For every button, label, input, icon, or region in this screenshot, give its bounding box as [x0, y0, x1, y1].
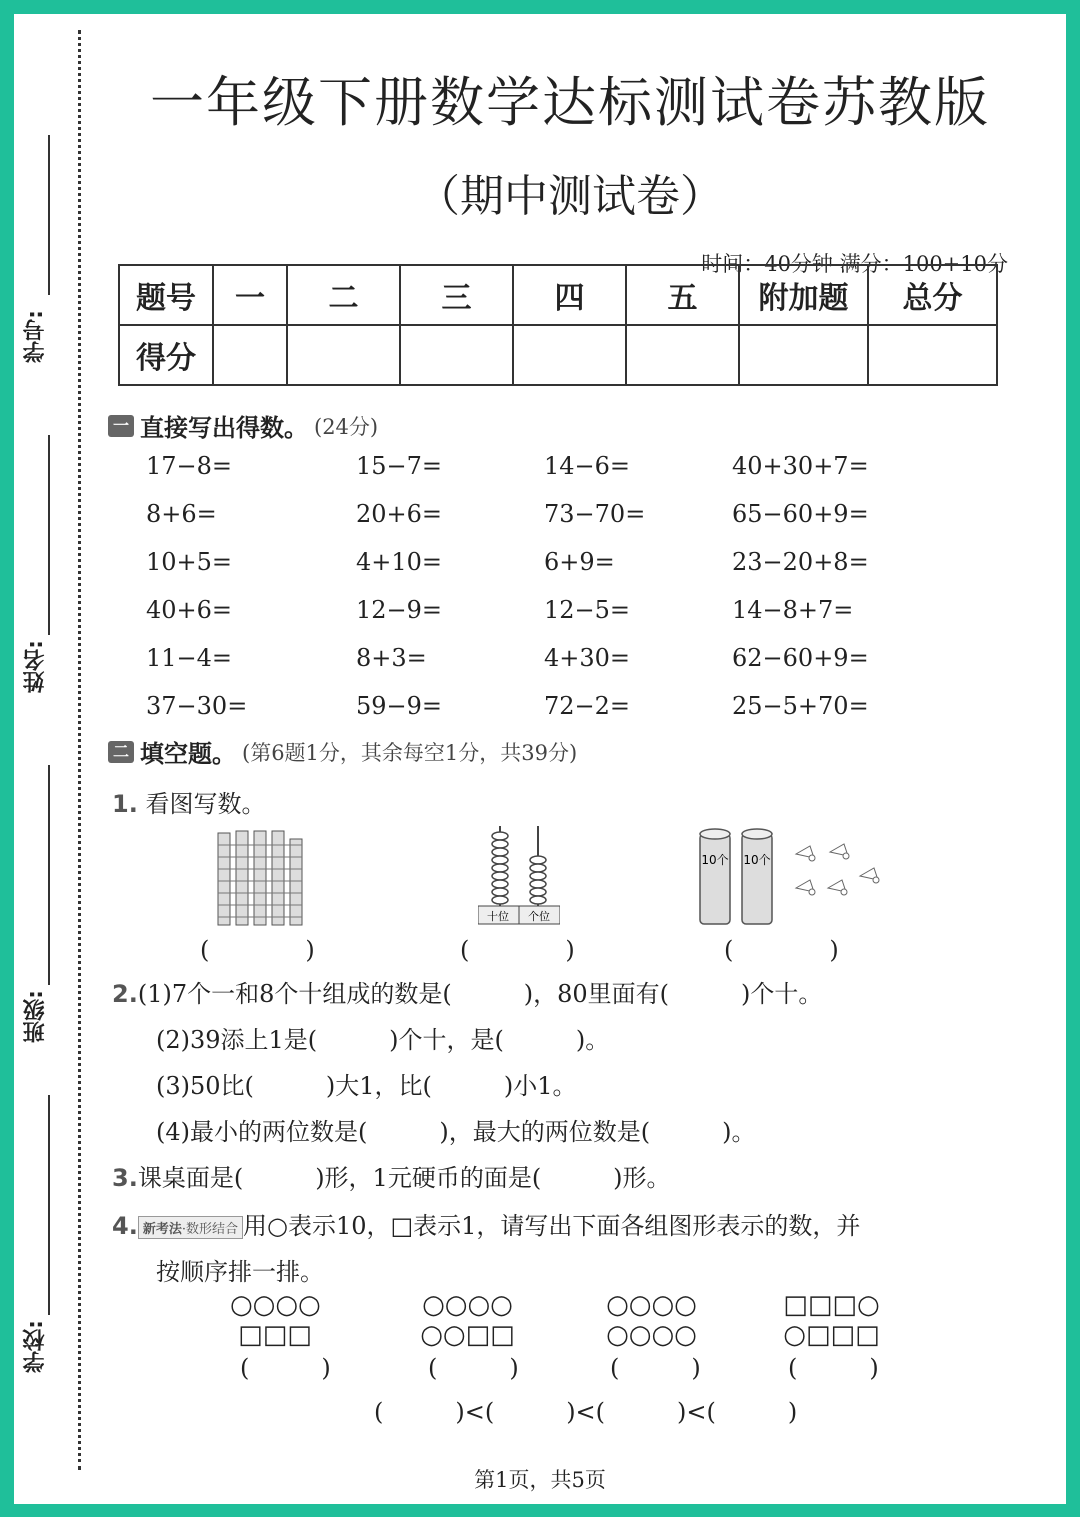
- score-cell[interactable]: [213, 325, 287, 385]
- question-text[interactable]: 课桌面是( )形，1元硬币的面是( )形。: [137, 1164, 671, 1192]
- score-header-row: [119, 265, 997, 325]
- calc-problem[interactable]: 25−5+70=: [732, 692, 869, 720]
- shape-row: ○○○○: [422, 1290, 513, 1320]
- question-2-part-1: [112, 974, 822, 1009]
- question-number: 2.: [112, 980, 138, 1008]
- score-header-cell: 五: [626, 265, 739, 325]
- calc-problem[interactable]: 62−60+9=: [732, 644, 869, 672]
- question-2-part-3[interactable]: (3)50比( )大1，比( )小1。: [156, 1072, 577, 1100]
- question-4: [112, 1206, 860, 1241]
- side-label-school: 学校:: [23, 1320, 48, 1373]
- exam-meta: 时间：40分钟 满分：100+10分: [701, 252, 1008, 276]
- calc-problem[interactable]: 73−70=: [544, 500, 646, 528]
- calc-problem[interactable]: 12−9=: [356, 596, 443, 624]
- section-number-badge: 一: [108, 415, 134, 437]
- new-method-tag-label: 新考法: [142, 1222, 182, 1237]
- score-header-cell: 三: [400, 265, 513, 325]
- page-title: 一年级下册数学达标测试卷苏教版: [150, 71, 990, 134]
- section-title: 填空题。: [140, 739, 236, 768]
- calc-problem[interactable]: 11−4=: [146, 644, 233, 672]
- shape-row: ○○○○: [606, 1290, 697, 1320]
- question-text: 看图写数。: [145, 790, 266, 818]
- question-number: 1.: [112, 790, 138, 818]
- side-label-class: 班级:: [23, 990, 48, 1043]
- abacus-tens-label: 十位: [487, 910, 509, 923]
- answer-paren[interactable]: ( ): [788, 1354, 879, 1382]
- calc-problem[interactable]: 15−7=: [356, 452, 443, 480]
- calc-problem[interactable]: 72−2=: [544, 692, 631, 720]
- score-value-row: [119, 325, 997, 385]
- score-cell[interactable]: [626, 325, 739, 385]
- score-header-cell: 总分: [868, 265, 997, 325]
- score-cell[interactable]: [868, 325, 997, 385]
- score-table: [118, 264, 998, 386]
- section-note: (第6题1分，其余每空1分，共39分): [242, 740, 578, 765]
- abacus-figure: [478, 822, 560, 926]
- side-rule: [48, 135, 50, 295]
- score-row-label: 得分: [119, 325, 213, 385]
- question-number: 3.: [112, 1164, 138, 1192]
- question-text: 用○表示10，□表示1，请写出下面各组图形表示的数，并: [243, 1212, 861, 1240]
- question-2-part-4[interactable]: (4)最小的两位数是( )，最大的两位数是( )。: [156, 1118, 756, 1146]
- answer-paren[interactable]: ( ): [724, 936, 839, 964]
- answer-paren[interactable]: ( ): [460, 936, 575, 964]
- shape-group-2: [410, 1290, 525, 1350]
- score-cell[interactable]: [400, 325, 513, 385]
- new-method-tag: 新考法·数形结合: [138, 1216, 243, 1239]
- calc-problem[interactable]: 12−5=: [544, 596, 631, 624]
- side-rule: [48, 765, 50, 985]
- answer-paren[interactable]: ( ): [610, 1354, 701, 1382]
- side-label-name: 姓名:: [23, 640, 48, 693]
- shape-row: □□□: [238, 1320, 312, 1350]
- shape-group-1: [230, 1290, 320, 1350]
- section2-heading: [108, 734, 577, 769]
- shape-row: □□□○: [783, 1290, 880, 1320]
- answer-paren[interactable]: ( ): [428, 1354, 519, 1382]
- side-rule: [48, 435, 50, 635]
- section-note: (24分): [314, 414, 379, 439]
- calc-grid: [146, 452, 1006, 720]
- answer-paren[interactable]: ( ): [240, 1354, 331, 1382]
- score-header-cell: 附加题: [739, 265, 868, 325]
- shape-row: ○○○○: [230, 1290, 321, 1320]
- side-label-student-id: 学号:: [23, 310, 48, 363]
- calc-problem[interactable]: 6+9=: [544, 548, 615, 576]
- shape-row: ○□□□: [783, 1320, 880, 1350]
- ordering-line[interactable]: ( )<( )<( )<( ): [374, 1398, 798, 1426]
- shuttlecock-bundles-figure: [696, 826, 892, 928]
- bundle-label: 10个: [743, 853, 771, 867]
- abacus-ones-label: 个位: [528, 910, 550, 923]
- question-1: [112, 784, 265, 819]
- score-cell[interactable]: [287, 325, 400, 385]
- calc-problem[interactable]: 14−6=: [544, 452, 631, 480]
- question-3: [112, 1158, 671, 1193]
- shape-group-4: [774, 1290, 889, 1350]
- bundle-label: 10个: [701, 853, 729, 867]
- section-number-badge: 二: [108, 741, 134, 763]
- score-cell[interactable]: [739, 325, 868, 385]
- score-header-cell: 一: [213, 265, 287, 325]
- page-footer: 第1页，共5页: [474, 1468, 606, 1492]
- score-header-cell: 二: [287, 265, 400, 325]
- score-cell[interactable]: [513, 325, 626, 385]
- shape-row: ○○□□: [420, 1320, 515, 1350]
- calc-problem[interactable]: 59−9=: [356, 692, 443, 720]
- calc-problem[interactable]: 20+6=: [356, 500, 443, 528]
- calc-problem[interactable]: 65−60+9=: [732, 500, 869, 528]
- question-number: 4.: [112, 1212, 138, 1240]
- calc-problem[interactable]: 40+6=: [146, 596, 233, 624]
- calc-problem[interactable]: 23−20+8=: [732, 548, 869, 576]
- binding-dash-line: [78, 30, 81, 1470]
- question-text[interactable]: (1)7个一和8个十组成的数是( )，80里面有( )个十。: [137, 980, 823, 1008]
- calc-problem[interactable]: 37−30=: [146, 692, 248, 720]
- score-header-cell: 题号: [119, 265, 213, 325]
- shape-row: ○○○○: [606, 1320, 697, 1350]
- calc-problem[interactable]: 4+10=: [356, 548, 443, 576]
- question-2-part-2[interactable]: (2)39添上1是( )个十，是( )。: [156, 1026, 610, 1054]
- shape-group-3: [594, 1290, 709, 1350]
- calc-problem[interactable]: 4+30=: [544, 644, 631, 672]
- page-subtitle: （期中测试卷）: [416, 171, 724, 222]
- calc-problem[interactable]: 8+6=: [146, 500, 217, 528]
- tag-text: 数形结合: [185, 1222, 238, 1237]
- calc-problem[interactable]: 17−8=: [146, 452, 233, 480]
- question-4-line-2: 按顺序排一排。: [156, 1258, 324, 1286]
- calc-problem[interactable]: 10+5=: [146, 548, 233, 576]
- calc-problem[interactable]: 14−8+7=: [732, 596, 854, 624]
- score-header-cell: 四: [513, 265, 626, 325]
- answer-paren[interactable]: ( ): [200, 936, 315, 964]
- section1-heading: [108, 408, 378, 443]
- ten-rods-figure: [210, 825, 310, 929]
- calc-problem[interactable]: 40+30+7=: [732, 452, 869, 480]
- side-rule: [48, 1095, 50, 1315]
- calc-problem[interactable]: 8+3=: [356, 644, 427, 672]
- section-title: 直接写出得数。: [140, 413, 308, 442]
